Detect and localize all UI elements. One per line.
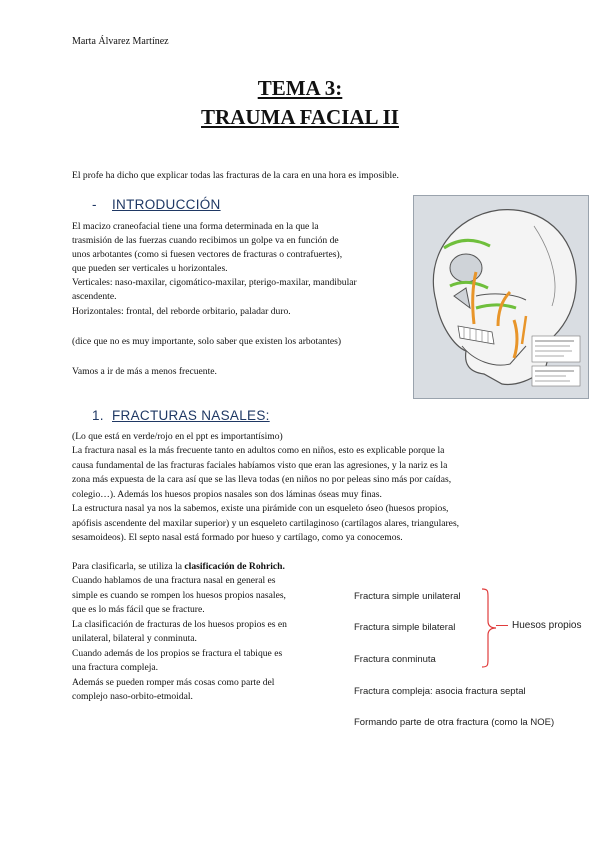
section-heading-intro (92, 197, 221, 212)
page-title-line1: TEMA 3: (257, 76, 343, 100)
classification-line: una fractura compleja. (72, 662, 159, 673)
skull-figure (413, 195, 589, 399)
brace-connector (496, 625, 508, 626)
classification-line: Además se pueden romper más cosas como parte del (72, 677, 275, 688)
classification-line: La clasificación de fracturas de los huesos propios es en (72, 619, 287, 630)
nasal-line: apófisis ascendente del maxilar superior) y un esqueleto cartilaginoso (cartílagos alares, triangulares, (72, 518, 460, 529)
intro-line: ascendente. (72, 291, 117, 302)
intro-line: Verticales: naso-maxilar, cigomático-maxilar, pterigo-maxilar, mandibular (72, 277, 357, 288)
rohrich-item: Formando parte de otra fractura (como la NOE) (354, 717, 555, 728)
intro-line: unos arbotantes (como si fuesen vectores de fracturas o contrafuertes), (72, 249, 343, 260)
intro-closing: Vamos a ir de más a menos frecuente. (72, 366, 217, 377)
intro-line: que pueden ser verticales u horizontales. (72, 263, 228, 274)
intro-line: El macizo craneofacial tiene una forma determinada en la que la (72, 221, 319, 232)
classification-line: complejo naso-orbito-etmoidal. (72, 691, 193, 702)
classification-intro (72, 560, 285, 573)
nasal-line: zona más expuesta de la cara así que se las lleva todas (en niños no por peleas sino más por caídas, (72, 474, 452, 485)
author-name: Marta Álvarez Martínez (72, 36, 169, 47)
classification-line: Cuando además de los propios se fractura el tabique es (72, 648, 283, 659)
nasal-line: La estructura nasal ya nos la sabemos, existe una pirámide con un esqueleto óseo (huesos propios, (72, 503, 449, 514)
intro-line: Horizontales: frontal, del reborde orbitario, paladar duro. (72, 306, 291, 317)
section-heading-nasal (92, 408, 270, 423)
heading-text: FRACTURAS NASALES: (112, 408, 270, 423)
classification-line: Cuando hablamos de una fractura nasal en general es (72, 575, 276, 586)
rohrich-item: Fractura conminuta (354, 654, 436, 665)
nasal-line: sesamoideos). El septo nasal está formado por hueso y cartílago, como ya conocemos. (72, 532, 403, 543)
red-brace-icon (480, 587, 500, 669)
nasal-line: La fractura nasal es la más frecuente tanto en adultos como en niños, esto es explicable porque la (72, 445, 445, 456)
heading-bullet: - (92, 197, 97, 212)
nasal-line: (Lo que está en verde/rojo en el ppt es importantísimo) (72, 431, 283, 442)
nasal-line: causa fundamental de las fracturas faciales habíamos visto que eran las agresiones, y la nariz es la (72, 460, 448, 471)
heading-text: INTRODUCCIÓN (112, 197, 221, 212)
classification-line: unilateral, bilateral y conminuta. (72, 633, 197, 644)
intro-line: trasmisión de las fuerzas cuando recibimos un golpe va en función de (72, 235, 339, 246)
rohrich-item: Fractura simple bilateral (354, 622, 456, 633)
rohrich-item: Fractura compleja: asocia fractura septal (354, 686, 526, 697)
rohrich-item: Fractura simple unilateral (354, 591, 461, 602)
nasal-line: colegio…). Además los huesos propios nasales son dos láminas óseas muy finas. (72, 489, 382, 500)
heading-number: 1. (92, 408, 104, 423)
classification-name: clasificación de Rohrich. (184, 561, 285, 572)
intro-note: El profe ha dicho que explicar todas las fracturas de la cara en una hora es imposible. (72, 170, 399, 181)
page-title-line2: TRAUMA FACIAL II (201, 105, 399, 129)
huesos-propios-label: Huesos propios (512, 620, 582, 631)
classification-line: simple es cuando se rompen los huesos propios nasales, (72, 590, 286, 601)
intro-aside: (dice que no es muy importante, solo saber que existen los arbotantes) (72, 336, 342, 347)
skull-arbotantes-icon (414, 196, 588, 398)
classification-line: que es lo más fácil que se fracture. (72, 604, 205, 615)
classification-prefix: Para clasificarla, se utiliza la (72, 561, 185, 572)
